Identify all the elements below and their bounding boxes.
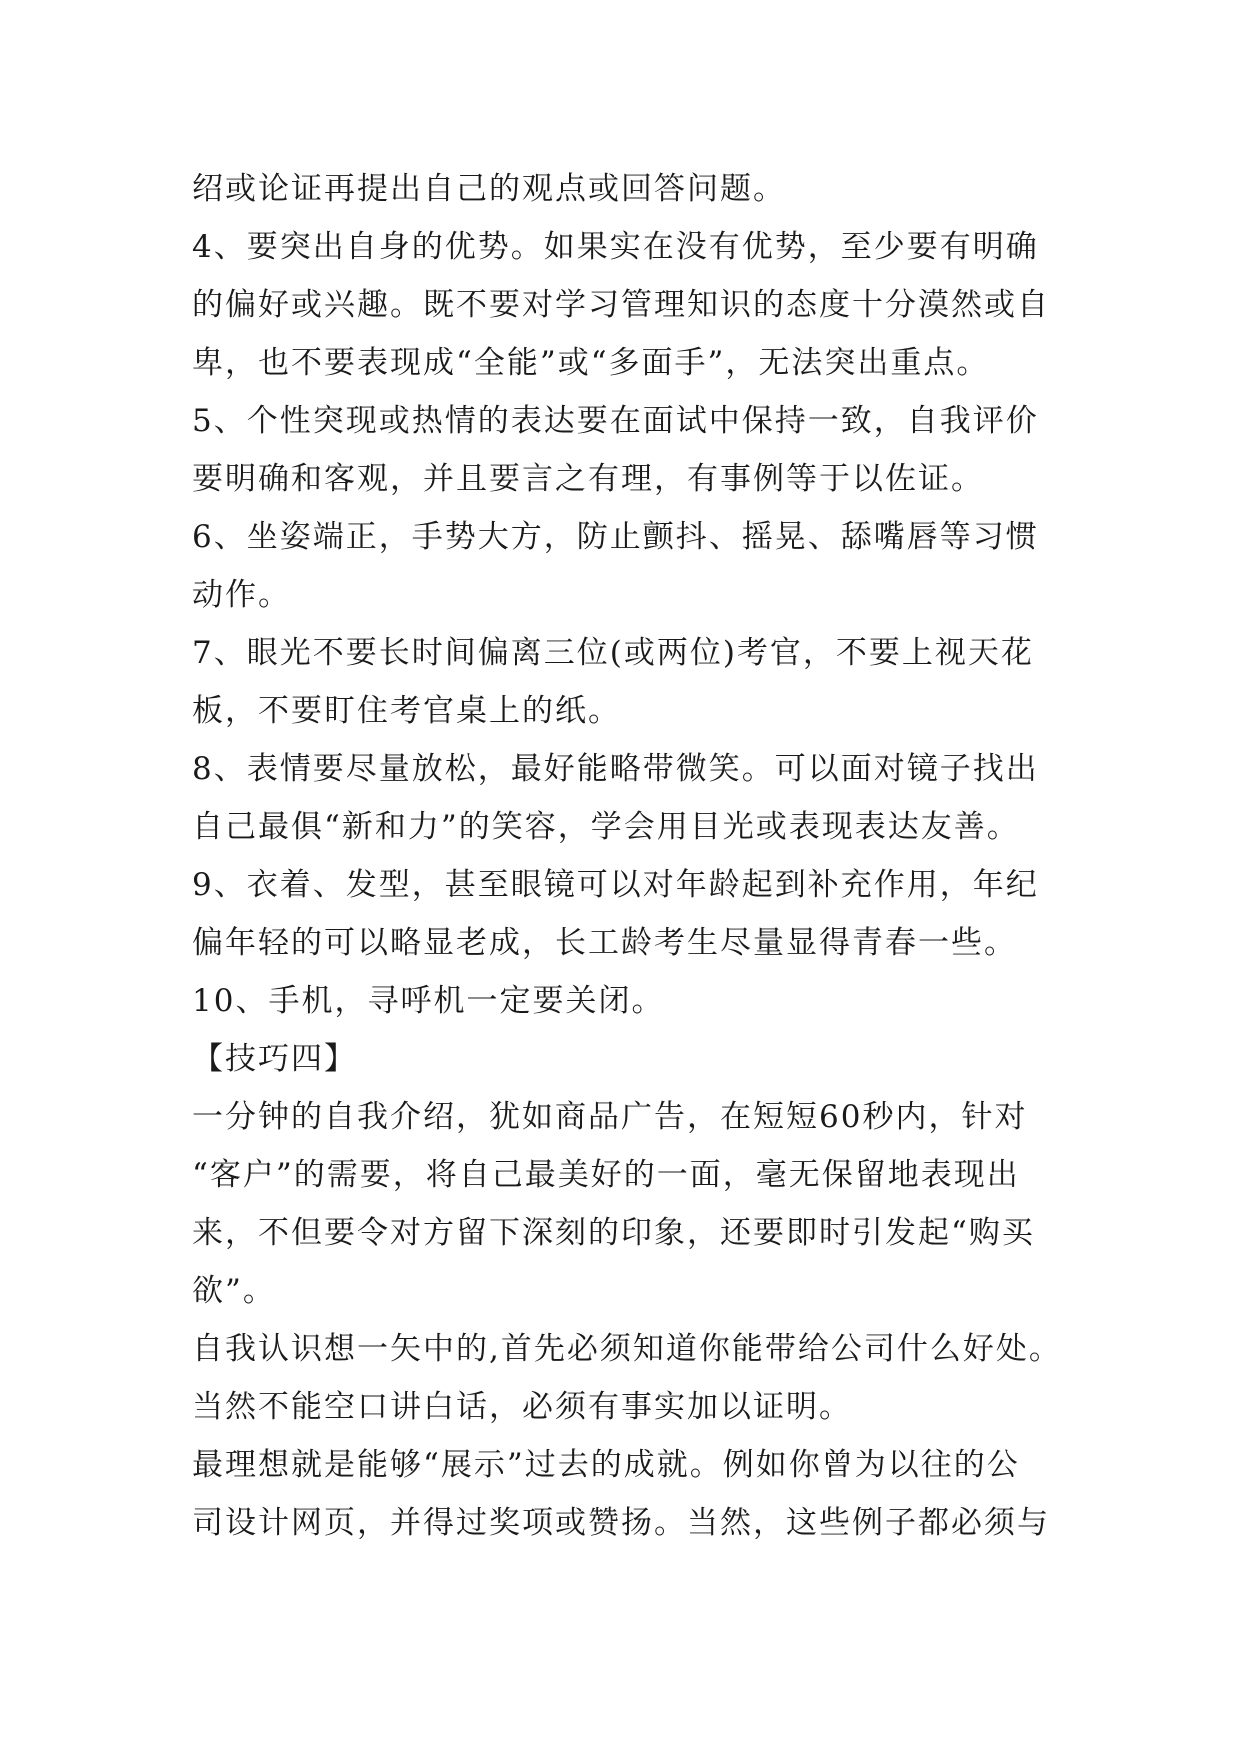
text-line: 欲”。: [192, 1273, 276, 1309]
text-line: 一分钟的自我介绍，犹如商品广告，在短短60秒内，针对: [192, 1099, 1028, 1135]
text-line: 自己最俱“新和力”的笑容，学会用目光或表现表达友善。: [192, 809, 1020, 845]
text-line: 最理想就是能够“展示”过去的成就。例如你曾为以往的公: [192, 1447, 1020, 1483]
text-line: 偏年轻的可以略显老成，长工龄考生尽量显得青春一些。: [192, 925, 1017, 961]
text-line: 9、衣着、发型，甚至眼镜可以对年龄起到补充作用，年纪: [192, 867, 1039, 903]
text-line: 8、表情要尽量放松，最好能略带微笑。可以面对镜子找出: [192, 751, 1039, 787]
section-heading: 【技巧四】: [192, 1041, 357, 1077]
text-line: 来，不但要令对方留下深刻的印象，还要即时引发起“购买: [192, 1215, 1035, 1251]
text-line: 动作。: [192, 577, 291, 613]
text-line: 当然不能空口讲白话，必须有事实加以证明。: [192, 1389, 852, 1425]
document-body: [192, 160, 1062, 1552]
text-line: 要明确和客观，并且要言之有理，有事例等于以佐证。: [192, 461, 984, 497]
text-line: 5、个性突现或热情的表达要在面试中保持一致，自我评价: [192, 403, 1039, 439]
text-line: 卑，也不要表现成“全能”或“多面手”，无法突出重点。: [192, 345, 990, 381]
text-line: 司设计网页，并得过奖项或赞扬。当然，这些例子都必须与: [192, 1505, 1050, 1541]
text-line: 4、要突出自身的优势。如果实在没有优势，至少要有明确: [192, 229, 1039, 265]
text-line: 10、手机，寻呼机一定要关闭。: [192, 983, 665, 1019]
text-line: 绍或论证再提出自己的观点或回答问题。: [192, 171, 786, 207]
text-line: 板，不要盯住考官桌上的纸。: [192, 693, 621, 729]
text-line: 自我认识想一矢中的,首先必须知道你能带给公司什么好处。: [192, 1331, 1062, 1367]
text-line: “客户”的需要，将自己最美好的一面，毫无保留地表现出: [192, 1157, 1020, 1193]
text-line: 7、眼光不要长时间偏离三位(或两位)考官，不要上视天花: [192, 635, 1034, 671]
text-line: 6、坐姿端正，手势大方，防止颤抖、摇晃、舔嘴唇等习惯: [192, 519, 1039, 555]
text-line: 的偏好或兴趣。既不要对学习管理知识的态度十分漠然或自: [192, 287, 1050, 323]
